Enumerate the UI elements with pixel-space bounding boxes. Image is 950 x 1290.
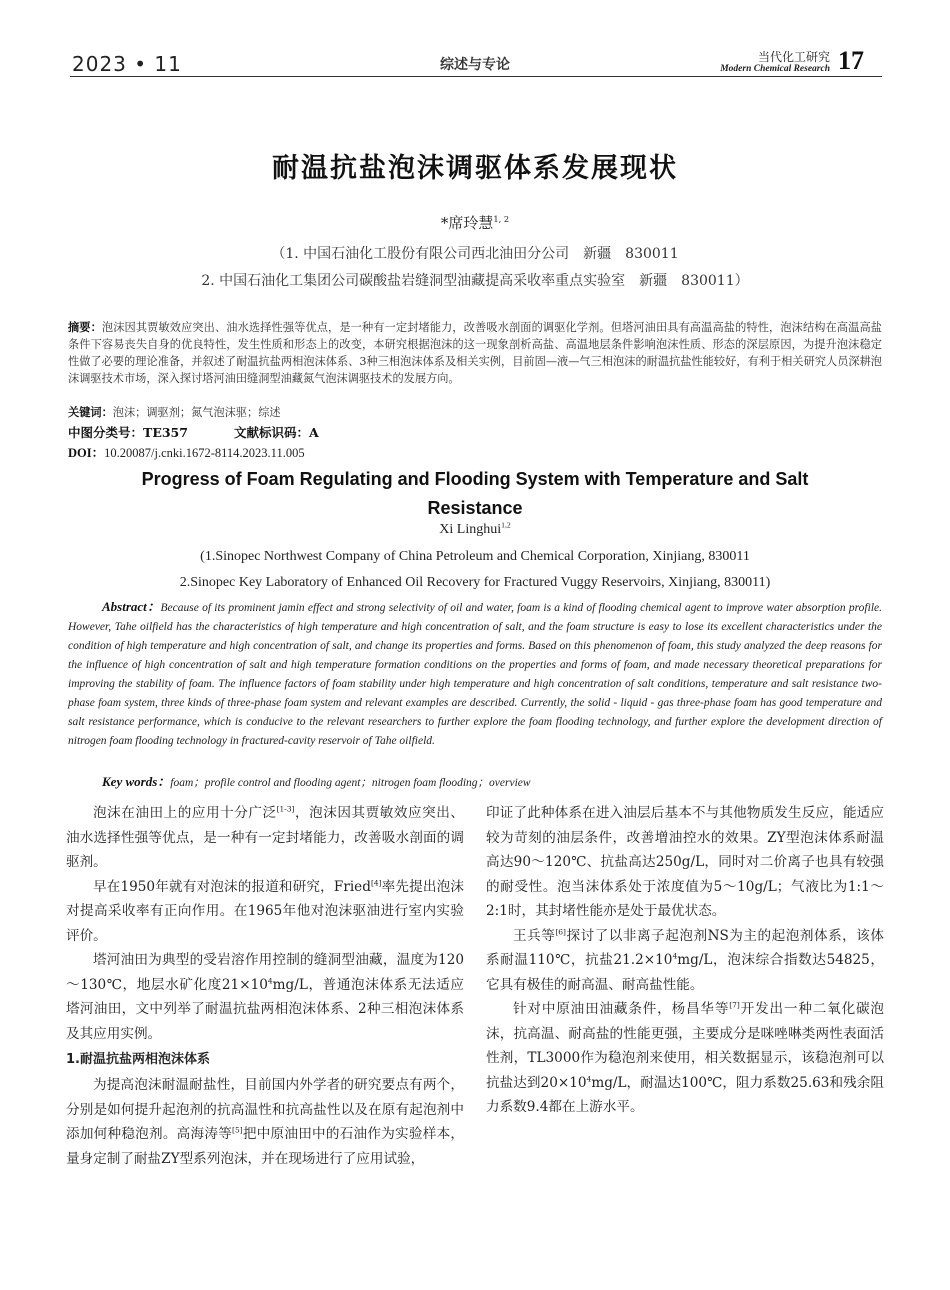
keywords-en-label: Key words： (102, 774, 171, 789)
body-column-right (486, 801, 884, 1120)
body-paragraph: 印证了此种体系在进入油层后基本不与其他物质发生反应，能适应较为苛刻的油层条件，改善增油控水的效果。ZY型泡沫体系耐温高达90～120℃、抗盐高达250g/L，同时对二价离子也具有较强的耐受性。泡当沫体系处于浓度值为5～10g/L；气液比为1:1～2:1时，其封堵性能亦是处于最优状态。 (486, 805, 884, 919)
section-heading: 1.耐温抗盐两相泡沫体系 (66, 1052, 210, 1067)
affiliation-en-1: (1.Sinopec Northwest Company of China Petroleum and Chemical Corporation, Xinjiang, 830011 (200, 549, 750, 564)
doi-value: 10.20087/j.cnki.1672-8114.2023.11.005 (104, 446, 305, 460)
doc-code-value: A (308, 425, 319, 440)
citation-ref: [5] (232, 1125, 243, 1135)
affiliation-cn-2: 2. 中国石油化工集团公司碳酸盐岩缝洞型油藏提高采收率重点实验室 新疆 830011） (201, 273, 749, 289)
citation-ref: [7] (729, 1000, 740, 1010)
paper-title-en: Progress of Foam Regulating and Flooding System with Temperature and Salt Resistance (141, 469, 809, 518)
author-name-en: Xi Linghui (439, 522, 502, 537)
doi-label: DOI： (68, 446, 105, 460)
superscript: 4 (586, 1073, 592, 1083)
abstract-en-label: Abstract： (102, 599, 161, 614)
body-paragraph: 泡沫在油田上的应用十分广泛[1-3]，泡沫因其贾敏效应突出、油水选择性强等优点，是一种有一定封堵能力，改善吸水剖面的调驱剂。 (66, 804, 465, 870)
journal-name-cn: 当代化工研究 (757, 50, 830, 64)
body-paragraph: 针对中原油田油藏条件，杨昌华等[7]开发出一种二氧化碳泡沫，抗高温、耐高盐的性能更强，主要成分是咪唑啉类两性表面活性剂，TL3000作为稳泡剂来使用，相关数据显示，该稳泡剂可以抗盐达到$20\times 10^4mg/L$，耐温达100℃，阻力系数25.63和残余阻力系数9.4都在上游水平。 (486, 1000, 885, 1115)
keywords-cn (68, 404, 882, 421)
author-affil-sup-cn: 1, 2 (493, 214, 510, 224)
abstract-en (68, 597, 882, 751)
superscript: 4 (267, 975, 273, 985)
classification-line (68, 423, 882, 441)
author-en (0, 522, 950, 538)
keywords-cn-label: 关键词： (68, 405, 113, 419)
affiliation-en-2: 2.Sinopec Key Laboratory of Enhanced Oil Recovery for Fractured Vuggy Reservoirs, Xinjiang, 830011) (179, 575, 771, 590)
citation-ref: [6] (555, 926, 566, 936)
abstract-cn (68, 319, 882, 387)
issue-number: 2023 • 11 (72, 52, 182, 76)
page-number: 17 (838, 46, 864, 75)
journal-name-en: Modern Chemical Research (720, 64, 830, 74)
abstract-en-text: Because of its prominent jamin effect and strong selectivity of oil and water, foam is a kind of flooding chemical agent to improve water absorption profile. However, Tahe oilfield has the characteristics of high temperature and high concentration of salt, and the foam structure is easy to lose its excellent characteristics under the condition of high temperature and high concentration of salt, and change its properties and forms. Based on this phenomenon of foam, this study analyzed the deep reasons for the influence of high concentration of salt and high temperature formation conditions on the properties and forms of foam, and made necessary theoretical preparations for improving the stability of foam. The influence factors of foam stability under high temperature and high concentration of salt conditions, temperature and salt resistance two-phase foam system, three kinds of three-phase foam system and relevant examples are described. Currently, the solid - liquid - gas three-phase foam has good temperature and salt resistance performance, which is conducive to the relevant researchers to further explore the foam flooding technology, and further explore the development direction of nitrogen foam flooding technology in fractured-cavity reservoir of Tahe oilfield. (68, 602, 882, 747)
citation-ref: [4] (370, 877, 382, 887)
clc-label: 中图分类号： (68, 425, 144, 440)
citation-ref: [1-3] (276, 804, 295, 814)
author-affil-sup-en: 1,2 (501, 520, 511, 530)
body-column-left (66, 801, 464, 1171)
doi-line (68, 443, 882, 461)
body-paragraph: 塔河油田为典型的受岩溶作用控制的缝洞型油藏，温度为120～130℃，地层水矿化度$21\times 10^4mg/L$，普通泡沫体系无法适应塔河油田，文中列举了耐温抗盐两相泡沫体系、2种三相泡沫体系及其应用实例。 (66, 952, 465, 1042)
paper-title-cn: 耐温抗盐泡沫调驱体系发展现状 (272, 153, 678, 184)
affiliation-cn-1: （1. 中国石油化工股份有限公司西北油田分公司 新疆 830011 (271, 246, 679, 262)
doc-code-label: 文献标识码： (233, 425, 309, 440)
author-name-cn: *席玲慧 (440, 214, 494, 232)
section-name: 综述与专论 (440, 57, 510, 73)
clc-value: TE357 (143, 425, 188, 440)
keywords-en-text: foam；profile control and flooding agent；nitrogen foam flooding；overview (170, 777, 531, 789)
body-paragraph: 早在1950年就有对泡沫的报道和研究，Fried[4]率先提出泡沫对提高采收率有正向作用。在1965年他对泡沫驱油进行室内实验评价。 (66, 877, 464, 944)
header-divider (70, 76, 882, 77)
abstract-cn-label: 摘要： (68, 320, 102, 334)
abstract-cn-text: 泡沫因其贾敏效应突出、油水选择性强等优点，是一种有一定封堵能力，改善吸水剖面的调驱化学剂。但塔河油田具有高温高盐的特性，泡沫结构在高温高盐条件下容易丧失自身的优良特性，发生性质和形态上的改变，本研究根据泡沫的这一现象剖析高盐、高温地层条件影响泡沫性质、形态的深层原因，为提升泡沫稳定性做了必要的理论准备，并叙述了耐温抗盐两相泡沫体系、3种三相泡沫体系及相关实例，目前固—液—气三相泡沫的耐温抗盐性能较好，有利于相关研究人员深耕泡沫调驱技术市场，深入探讨塔河油田缝洞型油藏氮气泡沫调驱技术的发展方向。 (68, 321, 882, 385)
keywords-en (68, 771, 882, 790)
body-paragraph: 为提高泡沫耐温耐盐性，目前国内外学者的研究要点有两个，分别是如何提升起泡剂的抗高温性和抗高盐性以及在原有起泡剂中添加何种稳泡剂。高海涛等[5]把中原油田中的石油作为实验样本，量身定制了耐盐ZY型系列泡沫，并在现场进行了应用试验， (66, 1077, 464, 1167)
author-cn (0, 212, 950, 233)
body-paragraph: 王兵等[6]探讨了以非离子起泡剂NS为主的起泡剂体系，该体系耐温110℃，抗盐$21.2\times 10^4mg/L$，泡沫综合指数达54825，它具有极佳的耐高温、耐高盐性能。 (486, 926, 885, 993)
keywords-cn-text: 泡沫；调驱剂；氮气泡沫驱；综述 (112, 406, 281, 419)
superscript: 4 (672, 951, 678, 961)
